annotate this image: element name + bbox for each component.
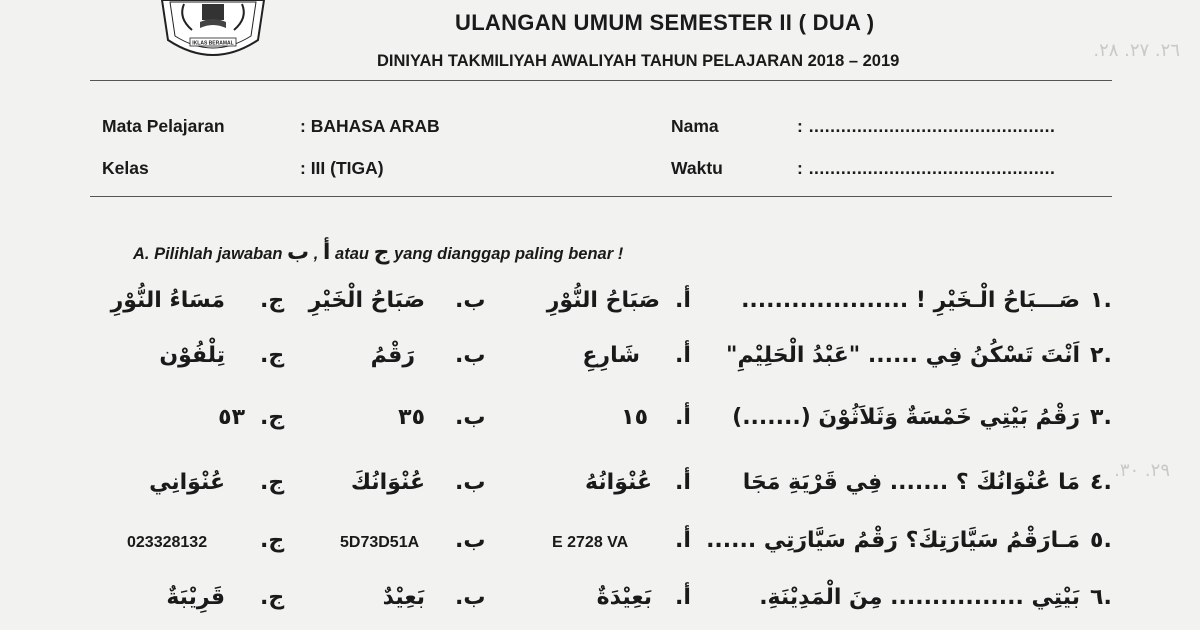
option-b[interactable]: رَقْمُ: [370, 343, 415, 368]
option-c-letter[interactable]: ج.: [260, 528, 285, 553]
option-a-letter[interactable]: أ.: [675, 470, 691, 495]
option-b[interactable]: صَبَاحُ الْخَيْرِ: [308, 288, 425, 313]
class-label: Kelas: [102, 158, 149, 178]
option-b-letter[interactable]: ب.: [455, 470, 486, 495]
instruction: [133, 240, 623, 265]
option-b-letter[interactable]: ب.: [455, 288, 486, 313]
option-b-letter[interactable]: ب.: [455, 405, 486, 430]
option-a[interactable]: شَارِعِ: [582, 343, 640, 368]
subject-label: Mata Pelajaran: [102, 116, 225, 136]
question-number: ٦.: [1090, 585, 1112, 610]
name-field[interactable]: : ..............................................: [797, 116, 1056, 136]
class-value: : III (TIGA): [300, 158, 384, 178]
divider: [90, 196, 1112, 197]
option-a[interactable]: بَعِيْدَةٌ: [596, 585, 652, 610]
question-text: مَا عُنْوَانُكَ ؟ ....... فِي قَرْيَةِ مَجَا: [742, 470, 1080, 495]
instruction-atau: atau: [330, 245, 374, 263]
option-a[interactable]: صَبَاحُ النُّوْرِ: [546, 288, 660, 313]
show-through-text: ٢٩. ٣٠.: [1114, 460, 1170, 481]
logo-text: IKLAS BERAMAL: [192, 40, 234, 47]
option-c[interactable]: ٥٣: [218, 405, 245, 430]
option-a-letter[interactable]: أ.: [675, 343, 691, 368]
time-label: Waktu: [671, 158, 723, 178]
option-c[interactable]: تِلْفُوْن: [159, 343, 225, 368]
show-through-text: ٢٦. ٢٧. ٢٨.: [1093, 40, 1180, 61]
option-c[interactable]: قَرِيْبَةٌ: [166, 585, 225, 610]
school-logo-icon: [158, 0, 268, 60]
question-text: مَـارَقْمُ سَيَّارَتِكَ؟ رَقْمُ سَيَّارَتِي ......: [706, 528, 1080, 553]
question-number: ٥.: [1090, 528, 1112, 553]
option-b[interactable]: 5D73D51A: [340, 534, 420, 551]
instruction-prefix: A. Pilihlah jawaban: [133, 245, 283, 263]
instruction-sep: ,: [309, 245, 323, 263]
page-subtitle: DINIYAH TAKMILIYAH AWALIYAH TAHUN PELAJARAN 2018 – 2019: [377, 52, 900, 70]
option-b[interactable]: بَعِيْدٌ: [382, 585, 425, 610]
option-c[interactable]: مَسَاءُ النُّوْرِ: [110, 288, 225, 313]
option-b-letter[interactable]: ب.: [455, 343, 486, 368]
question-number: ٤.: [1090, 470, 1112, 495]
option-c-letter[interactable]: ج.: [260, 585, 285, 610]
option-a[interactable]: ١٥: [621, 405, 648, 430]
subject-value: : BAHASA ARAB: [300, 116, 440, 136]
question-text: صَـــبَاحُ الْـخَيْرِ ! ....................: [741, 288, 1080, 313]
question-number: ٢.: [1090, 343, 1112, 368]
option-c-letter[interactable]: ج.: [260, 288, 285, 313]
question-text: بَيْتِي ................ مِنَ الْمَدِيْنَةِ.: [759, 585, 1080, 610]
option-a-letter[interactable]: أ.: [675, 528, 691, 553]
page-title: ULANGAN UMUM SEMESTER II ( DUA ): [455, 10, 875, 35]
instruction-suffix: yang dianggap paling benar !: [389, 245, 624, 263]
option-b-letter[interactable]: ب.: [455, 528, 486, 553]
option-a[interactable]: E 2728 VA: [552, 534, 629, 551]
option-b[interactable]: ٣٥: [398, 405, 425, 430]
option-a-letter[interactable]: أ.: [675, 288, 691, 313]
instruction-letter-c: ج: [373, 240, 390, 265]
question-number: ٣.: [1090, 405, 1112, 430]
option-a[interactable]: عُنْوَانُهُ: [585, 470, 652, 495]
option-a-letter[interactable]: أ.: [675, 405, 691, 430]
option-a-letter[interactable]: أ.: [675, 585, 691, 610]
option-c[interactable]: عُنْوَانِي: [149, 470, 225, 495]
instruction-letter-a: أ: [322, 240, 331, 265]
option-b[interactable]: عُنْوَانُكَ: [350, 470, 425, 495]
option-c-letter[interactable]: ج.: [260, 470, 285, 495]
question-text: اَنْتَ تَسْكُنُ فِي ...... "عَبْدُ الْحَلِيْمِ": [726, 343, 1080, 368]
question-text: رَقْمُ بَيْتِي خَمْسَةٌ وَثَلاَثُوْنَ (.......): [732, 405, 1080, 430]
option-c-letter[interactable]: ج.: [260, 343, 285, 368]
instruction-letter-b: ب: [287, 240, 310, 265]
option-c[interactable]: 023328132: [127, 534, 208, 551]
question-number: ١.: [1090, 288, 1112, 313]
name-label: Nama: [671, 116, 719, 136]
time-field[interactable]: : ..............................................: [797, 158, 1056, 178]
option-b-letter[interactable]: ب.: [455, 585, 486, 610]
divider: [90, 80, 1112, 81]
option-c-letter[interactable]: ج.: [260, 405, 285, 430]
